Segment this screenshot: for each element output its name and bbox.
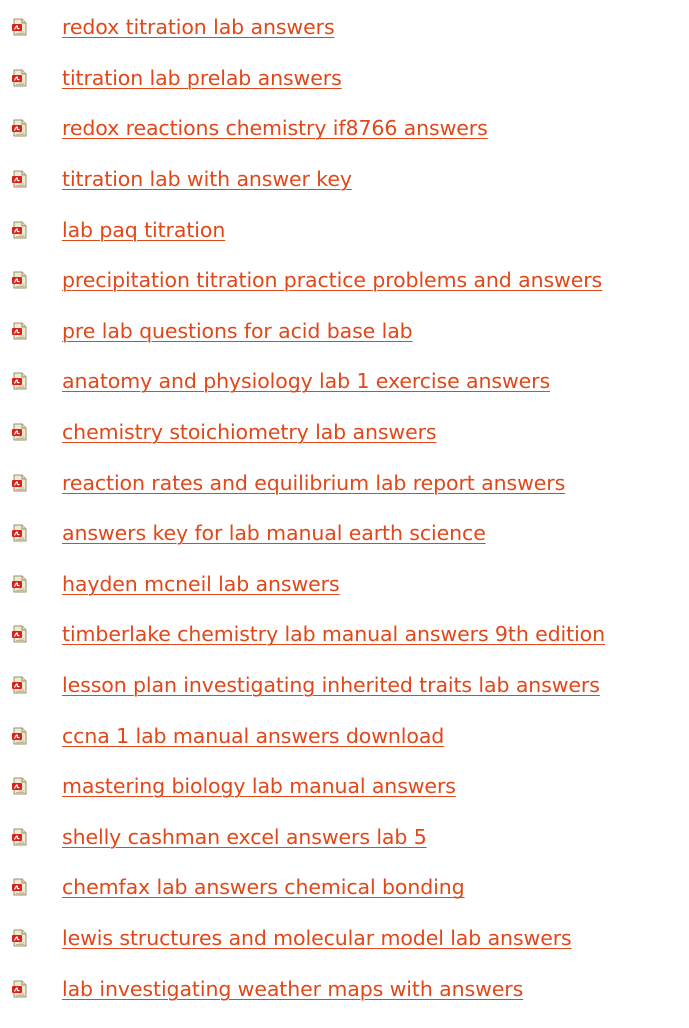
list-item bbox=[0, 508, 689, 559]
list-item bbox=[0, 963, 689, 1014]
list-item bbox=[0, 660, 689, 711]
document-link[interactable]: mastering biology lab manual answers bbox=[62, 774, 456, 799]
document-link[interactable]: ccna 1 lab manual answers download bbox=[62, 723, 445, 748]
list-item bbox=[0, 559, 689, 610]
pdf-file-icon bbox=[11, 18, 28, 36]
document-link[interactable]: lesson plan investigating inherited traits lab answers bbox=[62, 673, 600, 698]
document-link[interactable]: precipitation titration practice problems and answers bbox=[62, 268, 603, 293]
pdf-file-icon bbox=[11, 119, 28, 137]
pdf-file-icon bbox=[11, 727, 28, 745]
pdf-file-icon bbox=[11, 777, 28, 795]
pdf-file-icon bbox=[11, 878, 28, 896]
document-link[interactable]: titration lab with answer key bbox=[62, 167, 352, 192]
list-item bbox=[0, 2, 689, 53]
list-item bbox=[0, 356, 689, 407]
pdf-file-icon bbox=[11, 575, 28, 593]
list-item bbox=[0, 609, 689, 660]
pdf-file-icon bbox=[11, 221, 28, 239]
document-link[interactable]: chemistry stoichiometry lab answers bbox=[62, 420, 437, 445]
list-item bbox=[0, 710, 689, 761]
list-item bbox=[0, 913, 689, 964]
pdf-file-icon bbox=[11, 423, 28, 441]
document-link[interactable]: reaction rates and equilibrium lab report answers bbox=[62, 470, 566, 495]
document-link[interactable]: lewis structures and molecular model lab answers bbox=[62, 925, 572, 950]
related-documents-list bbox=[0, 2, 689, 1014]
document-link[interactable]: answers key for lab manual earth science bbox=[62, 521, 486, 546]
list-item bbox=[0, 407, 689, 458]
pdf-file-icon bbox=[11, 929, 28, 947]
document-link[interactable]: titration lab prelab answers bbox=[62, 65, 342, 90]
list-item bbox=[0, 812, 689, 863]
document-link[interactable]: redox titration lab answers bbox=[62, 15, 335, 40]
list-item bbox=[0, 862, 689, 913]
pdf-file-icon bbox=[11, 170, 28, 188]
list-item bbox=[0, 306, 689, 357]
pdf-file-icon bbox=[11, 676, 28, 694]
pdf-file-icon bbox=[11, 625, 28, 643]
list-item bbox=[0, 255, 689, 306]
pdf-file-icon bbox=[11, 524, 28, 542]
list-item bbox=[0, 53, 689, 104]
pdf-file-icon bbox=[11, 372, 28, 390]
document-link[interactable]: redox reactions chemistry if8766 answers bbox=[62, 116, 488, 141]
pdf-file-icon bbox=[11, 474, 28, 492]
list-item bbox=[0, 103, 689, 154]
list-item bbox=[0, 204, 689, 255]
pdf-file-icon bbox=[11, 271, 28, 289]
document-link[interactable]: pre lab questions for acid base lab bbox=[62, 318, 413, 343]
list-item bbox=[0, 154, 689, 205]
document-link[interactable]: chemfax lab answers chemical bonding bbox=[62, 875, 465, 900]
list-item bbox=[0, 761, 689, 812]
document-link[interactable]: lab investigating weather maps with answers bbox=[62, 976, 524, 1001]
pdf-file-icon bbox=[11, 980, 28, 998]
document-link[interactable]: shelly cashman excel answers lab 5 bbox=[62, 824, 427, 849]
document-link[interactable]: hayden mcneil lab answers bbox=[62, 571, 340, 596]
pdf-file-icon bbox=[11, 828, 28, 846]
list-item bbox=[0, 457, 689, 508]
pdf-file-icon bbox=[11, 69, 28, 87]
document-link[interactable]: anatomy and physiology lab 1 exercise answers bbox=[62, 369, 551, 394]
document-link[interactable]: timberlake chemistry lab manual answers 9th edition bbox=[62, 622, 606, 647]
pdf-file-icon bbox=[11, 322, 28, 340]
document-link[interactable]: lab paq titration bbox=[62, 217, 226, 242]
